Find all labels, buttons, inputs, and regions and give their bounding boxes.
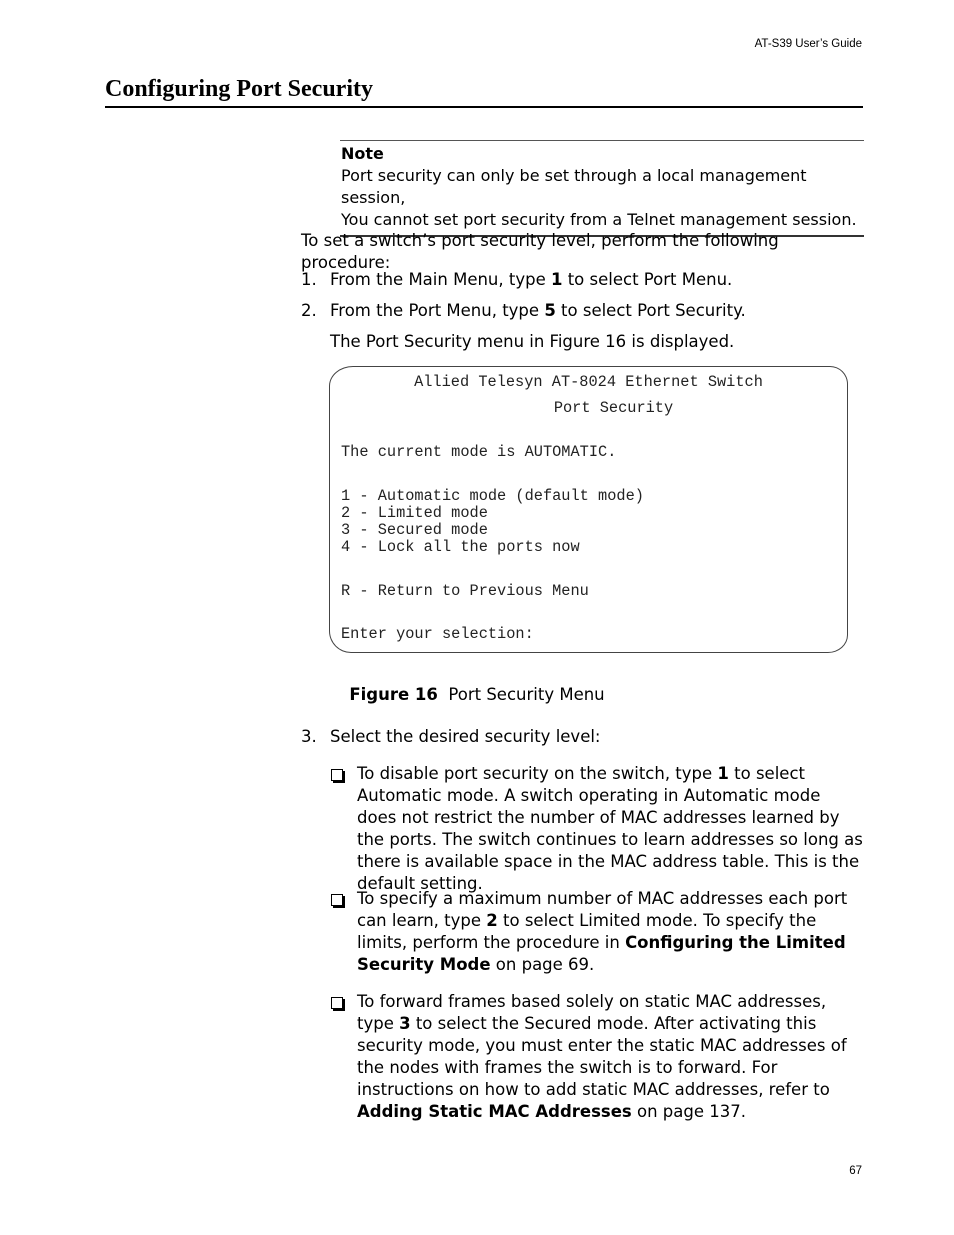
step-3 [301,726,601,748]
step-text: to select Port Menu. [562,270,733,289]
step-text: to select Port Security. [555,301,746,320]
terminal-prompt: Enter your selection: [341,625,534,643]
bullet-text: To specify a maximum number of MAC addresses each port can learn, type 2 to select Limited mode. To specify the limits, perform the procedure in Configuring the Limited Security Mode on page 69. [357,889,848,974]
step-text: From the Port Menu, type [330,301,545,320]
checkbox-bullet-icon [331,894,343,906]
terminal-option-1: 1 - Automatic mode (default mode) [341,487,644,505]
cross-reference: Configuring the Limited Security Mode [357,933,846,974]
running-header: AT-S39 User’s Guide [754,38,862,50]
terminal-title: Allied Telesyn AT-8024 Ethernet Switch [414,373,763,391]
terminal-screen [329,366,848,653]
figure-caption [0,685,954,704]
figure-label: Figure 16 [349,685,438,704]
note-box [340,140,864,237]
terminal-subtitle: Port Security [553,399,674,417]
step-number: 1. [301,270,317,289]
step-1 [301,269,732,291]
section-title: Configuring Port Security [105,76,863,108]
bullet-item [329,888,863,976]
cross-reference: Adding Static MAC Addresses [357,1102,632,1121]
terminal-return-option: R - Return to Previous Menu [341,582,589,600]
note-heading: Note [341,144,384,163]
page-number: 67 [849,1165,862,1177]
bullet-item [329,763,863,895]
step-text: Select the desired security level: [330,727,601,746]
figure-caption-text: Port Security Menu [448,685,605,704]
bullet-text: To disable port security on the switch, type 1 to select Automatic mode. A switch operating in Automatic mode does not restrict the number of MAC addresses learned by the ports. The switch continues to learn addresses so long as there is available space in the MAC address table. This is the default setting. [357,764,863,893]
checkbox-bullet-icon [331,997,343,1009]
terminal-current-mode: The current mode is AUTOMATIC. [341,443,617,461]
step-key: 5 [544,301,556,320]
terminal-option-4: 4 - Lock all the ports now [341,538,580,556]
step-text: From the Main Menu, type [330,270,551,289]
displayed-paragraph: The Port Security menu in Figure 16 is displayed. [330,332,735,351]
intro-paragraph: To set a switch’s port security level, perform the following procedure: [301,231,779,272]
bullet-text: To forward frames based solely on static MAC addresses, type 3 to select the Secured mode. After activating this security mode, you must enter the static MAC addresses of the nodes with frames the switch is to forward. For instructions on how to add static MAC addresses, refer to Adding Static MAC Addresses on page 137. [357,992,847,1121]
step-number: 2. [301,301,317,320]
step-number: 3. [301,727,317,746]
note-line-1: Port security can only be set through a local management session, [341,166,807,207]
bullet-item [329,991,863,1123]
terminal-option-3: 3 - Secured mode [341,521,488,539]
note-line-2: You cannot set port security from a Telnet management session. [341,210,857,229]
terminal-option-2: 2 - Limited mode [341,504,488,522]
checkbox-bullet-icon [331,769,343,781]
step-key: 1 [550,270,563,289]
step-2 [301,300,746,322]
